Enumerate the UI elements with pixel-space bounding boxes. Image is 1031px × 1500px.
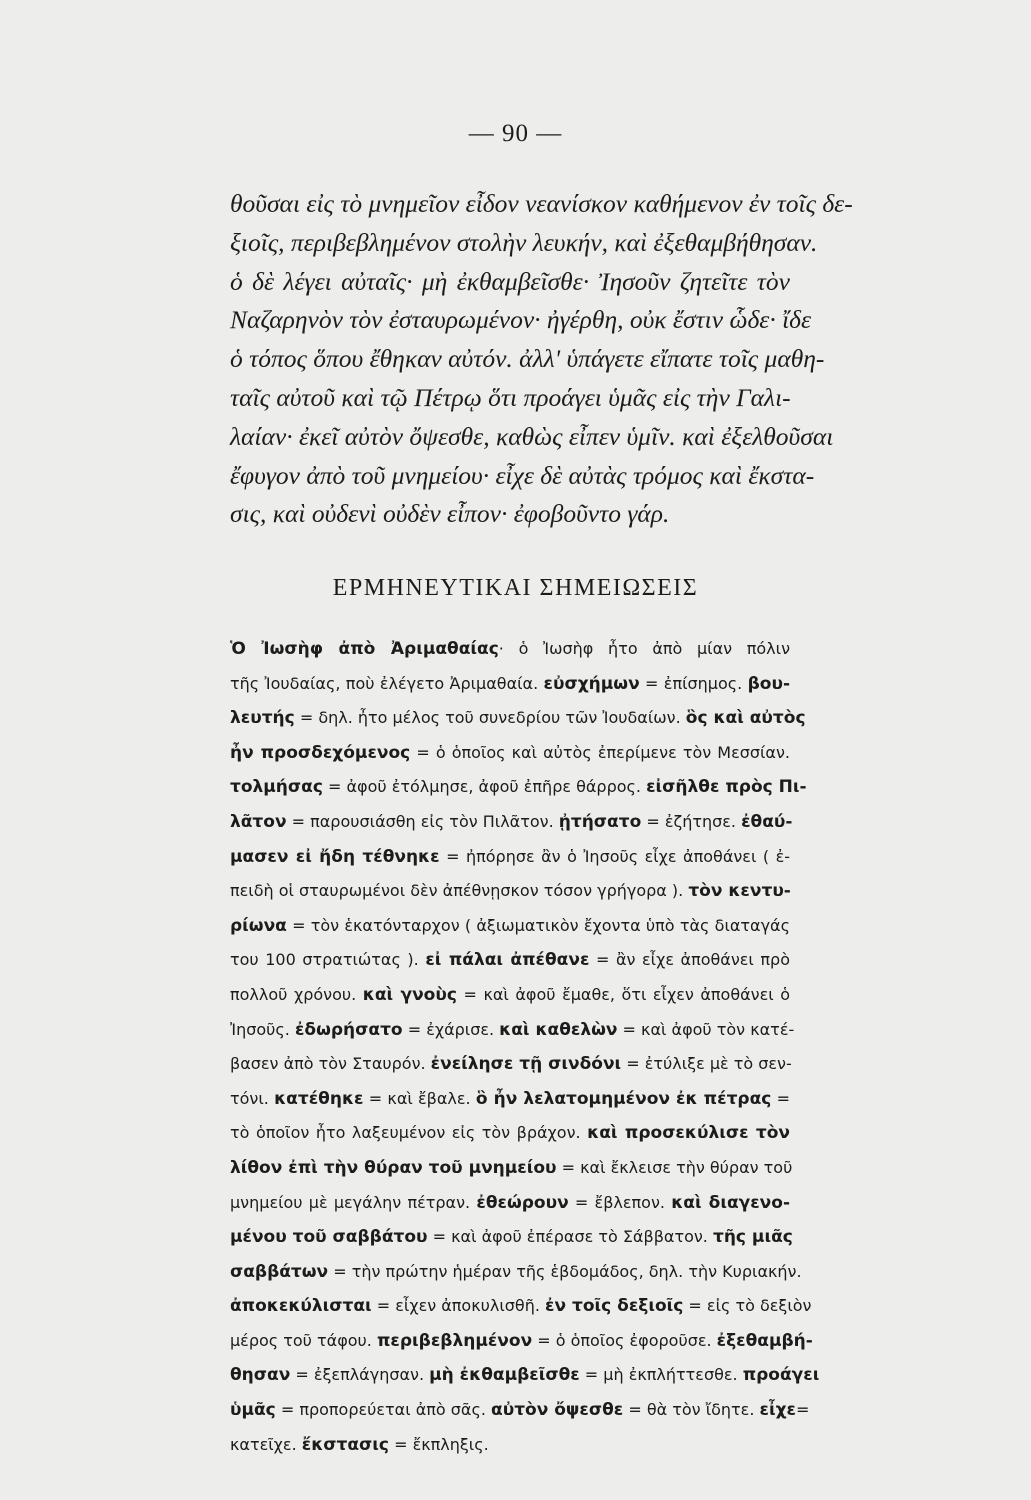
note-definition: = ἠπόρησε ἂν ὁ Ἰησοῦς εἶχε ἀποθάνει ( ἐ- <box>439 846 790 866</box>
note-definition: = ἐτύλιξε μὲ τὸ σεν- <box>621 1054 792 1074</box>
note-definition: πειδὴ οἱ σταυρωμένοι δὲν ἀπέθνῃσκον τόσον γρήγορα ). <box>230 881 689 901</box>
note-term: εἶχε <box>759 1400 797 1421</box>
note-term: καὶ διαγενο- <box>671 1192 790 1213</box>
gospel-verse-text <box>230 185 853 534</box>
note-term: τὸν κεντυ- <box>688 881 791 902</box>
note-line <box>230 770 807 805</box>
note-term: ὃ ἦν λελατομημένον ἐκ πέτρας <box>475 1088 772 1109</box>
note-definition: = τὸν ἑκατόνταρχον ( ἀξιωματικὸν ἔχοντα ὑπὸ τὰς διαταγάς <box>286 915 790 935</box>
note-definition: = προπορεύεται ἀπὸ σᾶς. <box>275 1400 492 1420</box>
note-definition: = ἐξεπλάγησαν. <box>290 1365 430 1385</box>
note-term: καὶ προσεκύλισε τὸν <box>587 1123 791 1144</box>
note-line <box>230 805 793 840</box>
note-definition: = ἔβλεπον. <box>568 1192 672 1212</box>
note-term: μασεν εἰ ἤδη τέθνηκε <box>230 846 440 867</box>
note-definition: = καὶ ἔκλεισε τὴν θύραν τοῦ <box>556 1157 793 1177</box>
note-definition: = καὶ ἀφοῦ ἔμαθε, ὅτι εἶχεν ἀποθάνει ὁ <box>456 984 790 1004</box>
note-definition: = δηλ. ἦτο μέλος τοῦ συνεδρίου τῶν Ἰουδαίων. <box>294 708 686 728</box>
note-term: εἰσῆλθε πρὸς Πι- <box>646 777 807 798</box>
note-definition: = εἶχεν ἀποκυλισθῆ. <box>371 1296 546 1316</box>
note-term: ρίωνα <box>230 915 287 936</box>
note-line <box>230 909 790 944</box>
note-term: προάγει <box>742 1365 820 1386</box>
note-definition: = ἔκπληξις. <box>388 1434 489 1454</box>
note-definition: τόνι. <box>230 1088 275 1108</box>
explanatory-notes <box>230 632 820 1462</box>
verse-line: ὁ δὲ λέγει αὐταῖς· μὴ ἐκθαμβεῖσθε· Ἰησοῦν ζητεῖτε τὸν <box>230 266 790 296</box>
note-term: κατέθηκε <box>274 1088 364 1109</box>
note-definition: = καὶ ἔβαλε. <box>363 1088 476 1108</box>
note-term: ἐνείλησε τῇ σινδόνι <box>430 1054 622 1075</box>
note-term: λευτής <box>230 708 295 729</box>
note-line <box>230 1358 820 1393</box>
note-definition: τὸ ὁποῖον ἦτο λαξευμένον εἰς τὸν βράχον. <box>230 1123 588 1143</box>
note-term: ἐθεώρουν <box>476 1192 569 1213</box>
note-line <box>230 1116 790 1151</box>
verse-line: ταῖς αὐτοῦ καὶ τῷ Πέτρῳ ὅτι προάγει ὑμᾶς εἰς τὴν Γαλι- <box>230 382 791 412</box>
note-term: σαββάτων <box>230 1261 329 1282</box>
note-definition: = μὴ ἐκπλήττεσθε. <box>579 1365 743 1385</box>
note-term: ἐδωρήσατο <box>294 1019 403 1040</box>
note-line <box>230 1220 793 1255</box>
note-definition: Ἰησοῦς. <box>230 1019 295 1039</box>
note-definition: μέρος τοῦ τάφου. <box>230 1330 377 1350</box>
note-term: ἔκστασις <box>301 1434 389 1455</box>
note-term: εἰ πάλαι ἀπέθανε <box>425 950 590 971</box>
note-line <box>230 1324 813 1359</box>
page-number: — 90 — <box>468 120 563 147</box>
note-definition: = ἐχάρισε. <box>402 1019 500 1039</box>
note-term: ἀποκεκύλισται <box>230 1296 372 1317</box>
note-definition: · ὁ Ἰωσὴφ ἦτο ἀπὸ μίαν πόλιν <box>498 639 791 658</box>
verse-line: λαίαν· ἐκεῖ αὐτὸν ὄψεσθε, καθὼς εἶπεν ὑμῖν. καὶ ἐξελθοῦσαι <box>230 421 834 451</box>
note-term: περιβεβλημένον <box>376 1330 533 1351</box>
note-line <box>230 1289 812 1324</box>
note-definition: κατεῖχε. <box>230 1434 302 1454</box>
note-term: τολμήσας <box>230 777 323 798</box>
note-line <box>230 1013 795 1048</box>
verse-line: ἔφυγον ἀπὸ τοῦ μνημείου· εἶχε δὲ αὐτὰς τρόμος καὶ ἔκστα- <box>230 460 815 490</box>
note-line <box>230 667 790 702</box>
note-definition: = <box>796 1400 810 1420</box>
note-definition: βασεν ἀπὸ τὸν Σταυρόν. <box>230 1054 431 1074</box>
note-definition: = ἐπίσημος. <box>639 673 748 693</box>
note-line <box>230 701 806 736</box>
note-term: τῆς μιᾶς <box>712 1227 793 1248</box>
note-line <box>230 874 790 909</box>
note-line <box>230 1428 790 1463</box>
note-term: εὐσχήμων <box>543 673 640 694</box>
note-term: ἦν προσδεχόμενος <box>230 742 411 763</box>
note-line <box>230 943 790 978</box>
note-definition: μνημείου μὲ μεγάλην πέτραν. <box>230 1192 477 1212</box>
note-term: ἐν τοῖς δεξιοῖς <box>545 1296 684 1317</box>
note-term: καὶ γνοὺς <box>362 984 457 1005</box>
note-term: καὶ καθελὼν <box>499 1019 618 1040</box>
note-term: λίθον ἐπὶ τὴν θύραν τοῦ μνημείου <box>230 1157 557 1178</box>
note-line <box>230 840 790 875</box>
note-line <box>230 736 790 771</box>
note-definition: = ἀφοῦ ἐτόλμησε, ἀφοῦ ἐπῆρε θάρρος. <box>322 777 647 797</box>
note-term: θησαν <box>230 1365 291 1386</box>
note-term: Ὁ Ἰωσὴφ ἀπὸ Ἀριμαθαίας <box>230 639 499 659</box>
note-definition: = θὰ τὸν ἴδητε. <box>623 1400 760 1420</box>
note-definition: τῆς Ἰουδαίας, ποὺ ἐλέγετο Ἀριμαθαία. <box>230 673 544 693</box>
note-line <box>230 1393 810 1428</box>
note-line <box>230 632 790 667</box>
note-definition: πολλοῦ χρόνου. <box>230 984 363 1004</box>
note-term: μὴ ἐκθαμβεῖσθε <box>429 1365 580 1386</box>
note-term: βου- <box>747 673 790 694</box>
note-term: ἐξεθαμβή- <box>716 1330 813 1351</box>
note-definition: = <box>771 1088 791 1108</box>
verse-line: ὁ τόπος ὅπου ἔθηκαν αὐτόν. ἀλλ' ὑπάγετε εἴπατε τοῖς μαθη- <box>230 344 825 374</box>
note-definition: = παρουσιάσθη εἰς τὸν Πιλᾶτον. <box>286 811 559 831</box>
note-line <box>230 978 790 1013</box>
verse-line: ξιοῖς, περιβεβλημένον στολὴν λευκήν, καὶ ἐξεθαμβήθησαν. <box>230 227 818 257</box>
verse-line: σις, καὶ οὐδενὶ οὐδὲν εἶπον· ἐφοβοῦντο γάρ. <box>230 499 670 529</box>
note-definition: = ὁ ὁποῖος καὶ αὐτὸς ἐπερίμενε τὸν Μεσσίαν. <box>410 742 791 762</box>
note-definition: = καὶ ἀφοῦ τὸν κατέ- <box>617 1019 795 1039</box>
note-line <box>230 1151 793 1186</box>
note-term: ᾐτήσατο <box>558 811 642 832</box>
note-term: ὑμᾶς <box>230 1400 276 1421</box>
note-definition: = ἂν εἶχε ἀποθάνει πρὸ <box>589 950 790 970</box>
note-line <box>230 1047 790 1082</box>
note-definition: = ὁ ὁποῖος ἐφοροῦσε. <box>532 1330 717 1350</box>
section-heading: ΕΡΜΗΝΕΥΤΙΚΑΙ ΣΗΜΕΙΩΣΕΙΣ <box>332 575 699 601</box>
note-definition: του 100 στρατιώτας ). <box>230 950 426 970</box>
note-line <box>230 1186 790 1221</box>
note-term: αὐτὸν ὄψεσθε <box>491 1400 624 1421</box>
verse-line: θοῦσαι εἰς τὸ μνημεῖον εἶδον νεανίσκον καθήμενον ἐν τοῖς δε- <box>230 189 853 218</box>
note-line <box>230 1082 790 1117</box>
note-definition: = τὴν πρώτην ἡμέραν τῆς ἑβδομάδος, δηλ. τὴν Κυριακήν. <box>328 1261 802 1281</box>
note-term: ἐθαύ- <box>741 811 793 832</box>
note-term: ὃς καὶ αὐτὸς <box>685 708 806 729</box>
note-line <box>230 1255 802 1290</box>
note-definition: = ἐζήτησε. <box>641 811 742 831</box>
note-term: μένου τοῦ σαββάτου <box>230 1227 428 1248</box>
note-definition: = καὶ ἀφοῦ ἐπέρασε τὸ Σάββατον. <box>427 1227 713 1247</box>
note-term: λᾶτον <box>230 811 287 832</box>
note-definition: = εἰς τὸ δεξιὸν <box>683 1296 812 1316</box>
verse-line: Ναζαρηνὸν τὸν ἐσταυρωμένον· ἠγέρθη, οὐκ ἔστιν ὧδε· ἴδε <box>230 305 812 335</box>
